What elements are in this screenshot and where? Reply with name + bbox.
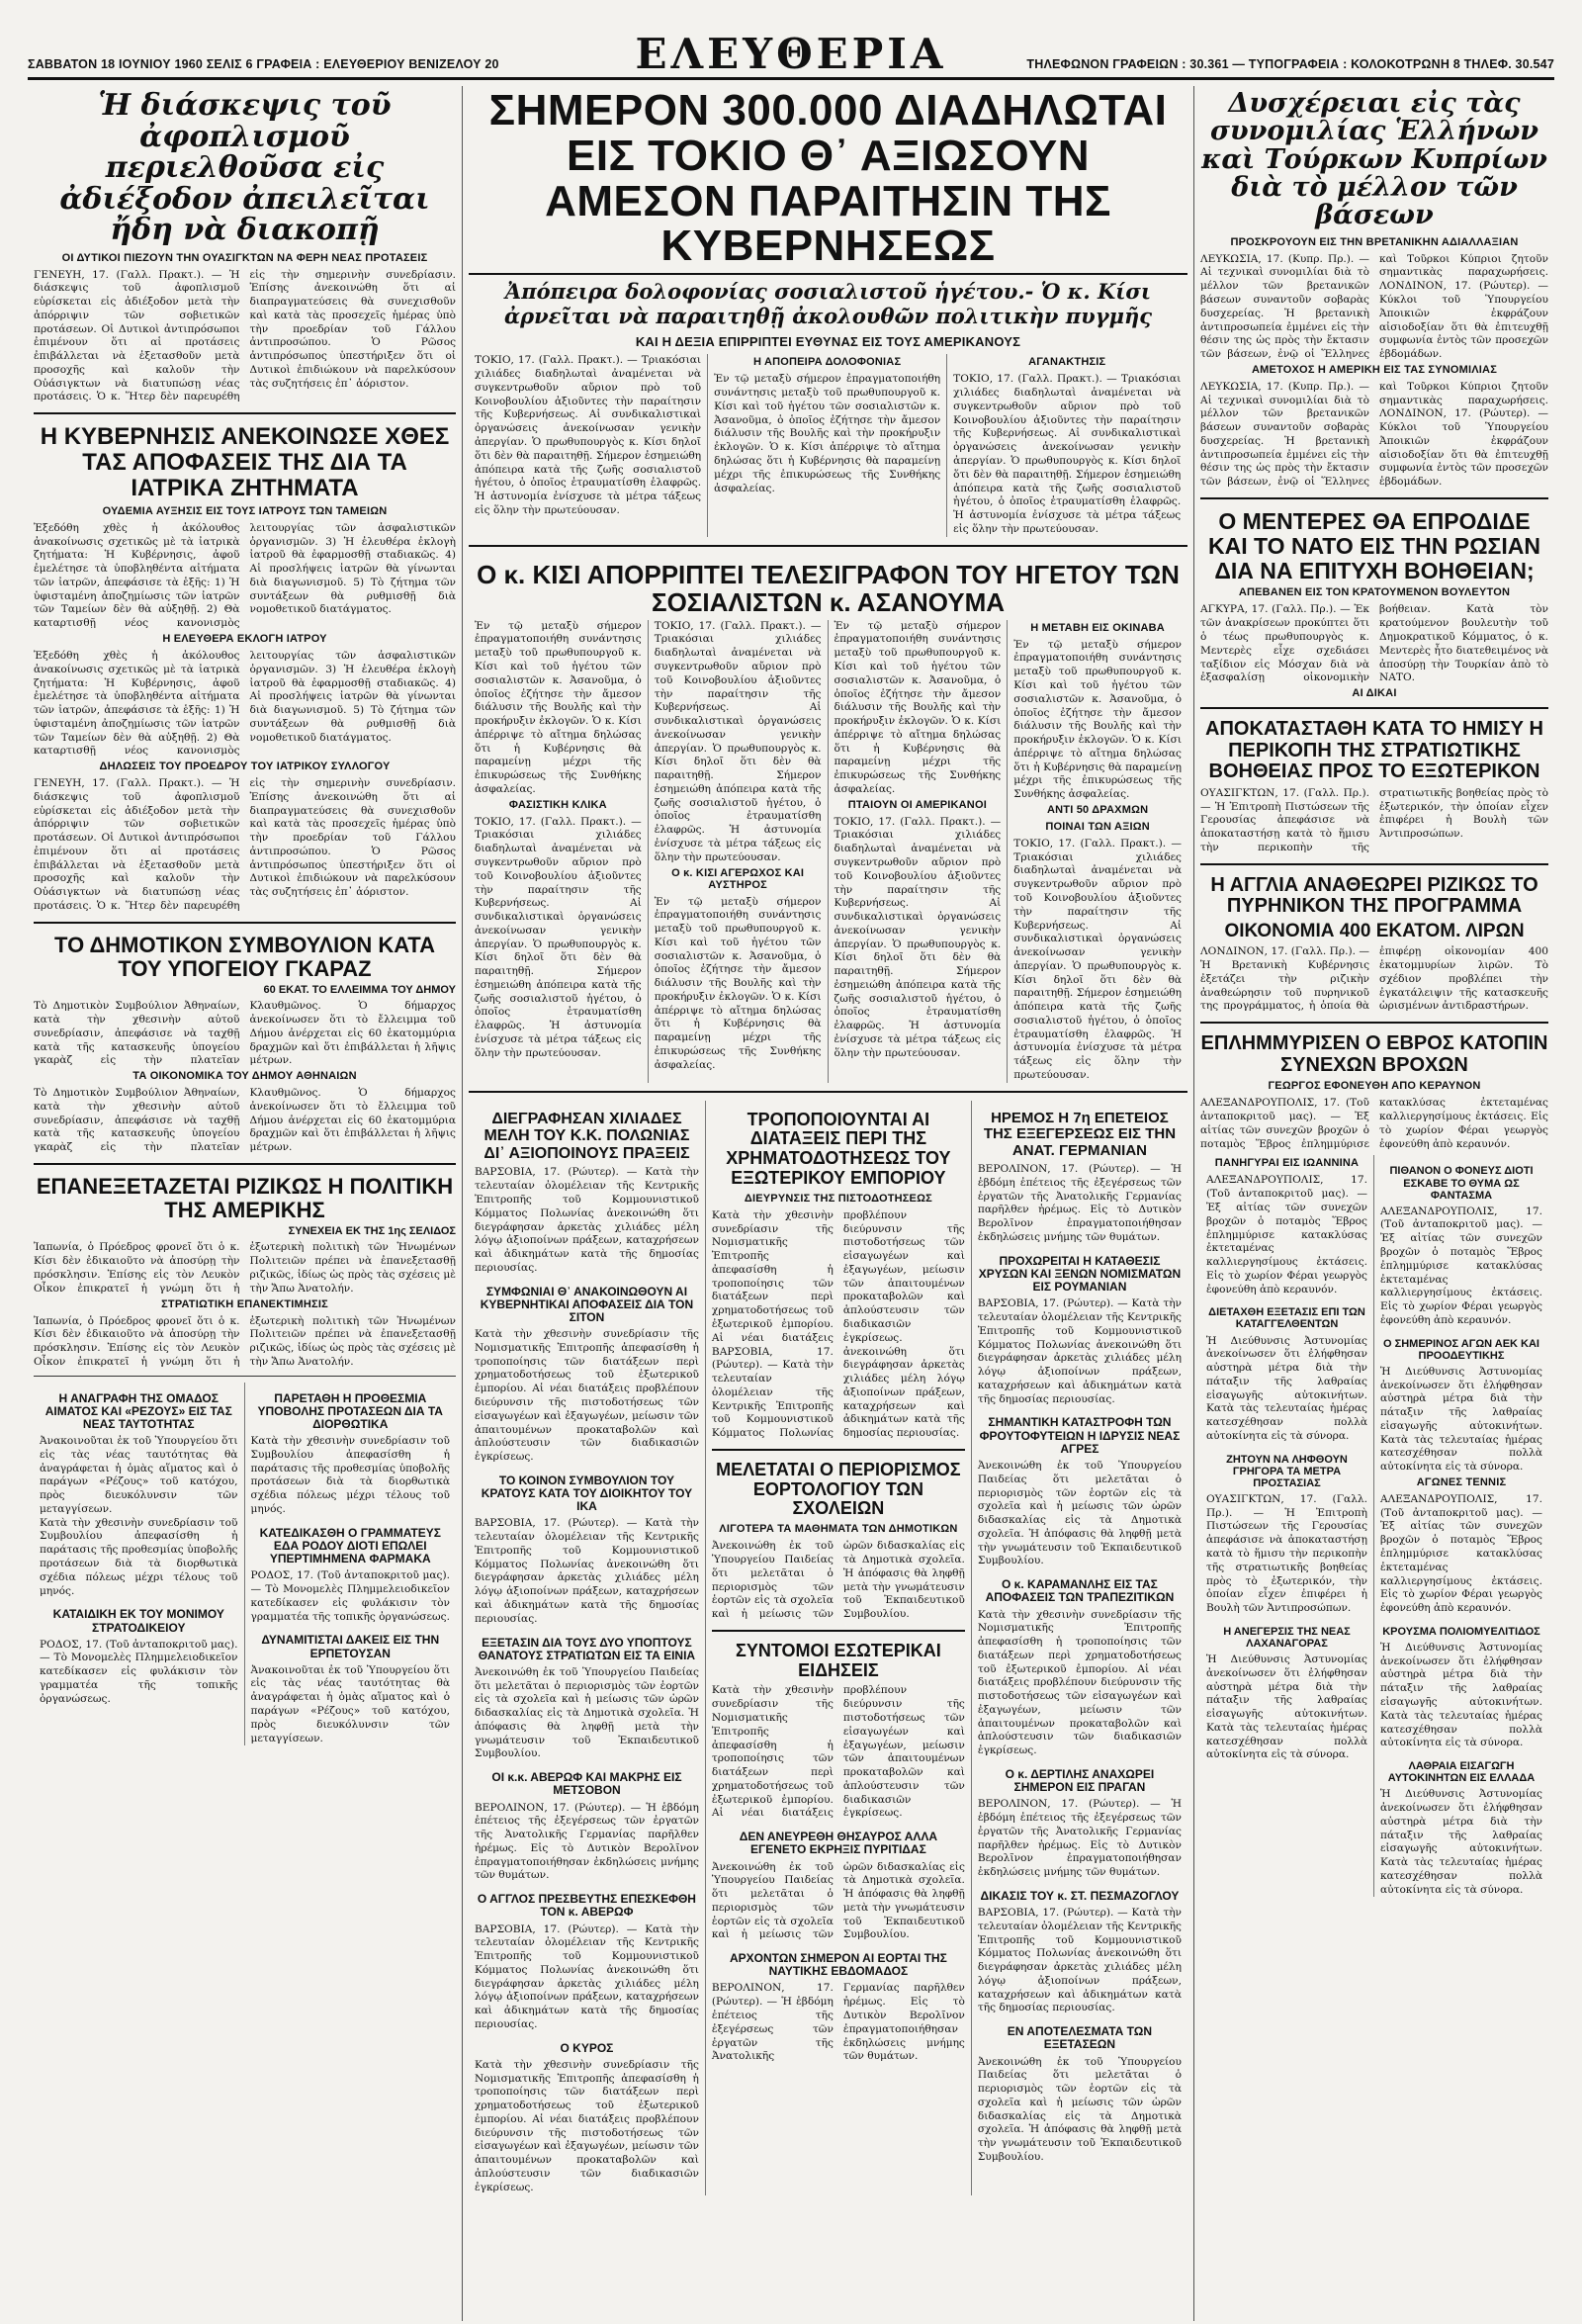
briefs-left: [34, 1383, 245, 1746]
tokyo-article-3: ΤΟΚΙΟ, 17. (Γαλλ. Πρακτ.). — Τριακόσιαι χιλιάδες διαδηλωταὶ ἀναμένεται νὰ συγκεντρωθοῦν αὔριον πρὸ τοῦ Κοινοβουλίου ἀξιοῦντες τὴν παραίτησιν τῆς Κυβερνήσεως. Αἱ συνδικαλιστικαὶ ὀργανώσεις ἀνεκοίνωσαν γενικὴν ἀπεργίαν. Ὁ πρωθυπουργὸς κ. Κίσι δηλοῖ ὅτι δὲν θὰ παραιτηθῇ. Σήμερον ἐσημειώθη ἀπόπειρα κατὰ τῆς ζωῆς σοσιαλιστοῦ ἡγέτου, ὁ ὁποῖος ἐτραυματίσθη ἐλαφρῶς. Ἡ ἀστυνομία ἐνίσχυσε τὰ μέτρα τάξεως εἰς ὅλην τὴν πρωτεύουσαν.: [953, 373, 1182, 535]
center-lower-grid: [469, 1101, 1187, 2195]
kishi-col-2: [649, 620, 829, 1083]
trade-article: Κατὰ τὴν χθεσινὴν συνεδρίασιν τῆς Νομισματικῆς Ἐπιτροπῆς ἀπεφασίσθη ἡ τροποποίησις τῶν διατάξεων περὶ χρηματοδοτήσεως τοῦ ἐξωτερικοῦ ἐμπορίου. Αἱ νέαι διατάξεις προβλέπουν διεύρυνσιν τῆς πιστοδοτήσεως τῶν εἰσαγωγέων καὶ ἐξαγωγέων, μείωσιν τῶν ἀπαιτουμένων προκαταβολῶν καὶ ἁπλούστευσιν τῶν διαδικασιῶν ἐγκρίσεως.: [711, 1208, 965, 1344]
tokyo-kicker: ΚΑΙ Η ΔΕΞΙΑ ΕΠΙΡΡΙΠΤΕΙ ΕΥΘΥΝΑΣ ΕΙΣ ΤΟΥΣ ΑΜΕΡΙΚΑΝΟΥΣ: [635, 334, 1021, 350]
medical-article: Ἐξεδόθη χθὲς ἡ ἀκόλουθος ἀνακοίνωσις σχετικῶς μὲ τὰ ἰατρικὰ ζητήματα: Ἡ Κυβέρνησις, ἀφοῦ ἐμελέτησε τὰ ὑποβληθέντα αἰτήματα τῶν ἰατρῶν, ἀπεφάσισε τὰ ἑξῆς: 1) Ἡ ὑφισταμένη ἀποζημίωσις τῶν ἰατρῶν τῶν Ταμείων δὲν θὰ αὐξηθῇ. 2) Θὰ καταρτισθῇ νέος κανονισμὸς λειτουργίας τῶν ἀσφαλιστικῶν ὀργανισμῶν. 3) Ἡ ἐλευθέρα ἐκλογὴ ἰατροῦ θὰ ἐφαρμοσθῇ σταδιακῶς. 4) Αἱ προσλήψεις ἰατρῶν θὰ γίνωνται διὰ διαγωνισμοῦ. 5) Τὸ ζήτημα τῶν συντάξεων θὰ ρυθμισθῇ διὰ νομοθετικοῦ διατάγματος.: [34, 521, 456, 630]
soldiers-headline: ΕΞΕΤΑΣΙΝ ΔΙΑ ΤΟΥΣ ΔΥΟ ΥΠΟΠΤΟΥΣ ΘΑΝΑΤΟΥΣ ΣΤΡΑΤΙΩΤΩΝ ΕΙΣ ΤΑ ΕΙΝΙΑ: [478, 1635, 696, 1662]
kishi-article-3: Ἐν τῷ μεταξὺ σήμερον ἐπραγματοποιήθη συνάντησις μεταξὺ τοῦ πρωθυπουργοῦ κ. Κίσι καὶ τοῦ ἡγέτου τῶν σοσιαλιστῶν κ. Ἀσανοῦμα, ὁ ὁποῖος ἐζήτησε τὴν ἄμεσον διάλυσιν τῆς Βουλῆς καὶ τὴν προκήρυξιν ἐκλογῶν. Ὁ κ. Κίσι ἀπέρριψε τὸ αἴτημα δηλώσας ὅτι ἡ Κυβέρνησις θὰ παραμείνῃ μέχρι τῆς ἐπικυρώσεως τῆς Συνθήκης ἀσφαλείας.: [834, 619, 1002, 795]
left-bottom-briefs: [34, 1383, 456, 1746]
kishi-col-3: [829, 620, 1009, 1083]
disarmament-kicker: ΟΙ ΔΥΤΙΚΟΙ ΠΙΕΖΟΥΝ ΤΗΝ ΟΥΑΣΙΓΚΤΩΝ ΝΑ ΦΕΡΗ ΝΕΑΣ ΠΡΟΤΑΣΕΙΣ: [61, 251, 428, 264]
masthead-phones-line: ΤΗΛΕΦΩΝΟΝ ΓΡΑΦΕΙΩΝ : 30.361 — ΤΥΠΟΓΡΑΦΕΙΑ : ΚΟΛΟΚΟΤΡΩΝΗ 8 ΤΗΛΕΦ. 30.547: [1026, 57, 1554, 71]
britain-nuclear-headline: Η ΑΓΓΛΙΑ ΑΝΑΘΕΩΡΕΙ ΡΙΖΙΚΩΣ ΤΟ ΠΥΡΗΝΙΚΟΝ ΤΗΣ ΠΡΟΓΡΑΜΜΑ: [1210, 873, 1538, 918]
center-lower-col-3: [972, 1101, 1187, 2195]
poland-headline: ΔΙΕΓΡΑΦΗΣΑΝ ΧΙΛΙΑΔΕΣ ΜΕΛΗ ΤΟΥ Κ.Κ. ΠΟΛΩΝΙΑΣ ΔΙ᾽ ΑΞΙΟΠΟΙΝΟΥΣ ΠΡΑΞΕΙΣ: [483, 1110, 690, 1162]
schools-kicker: ΛΙΓΟΤΕΡΑ ΤΑ ΜΑΘΗΜΑΤΑ ΤΩΝ ΔΗΜΟΤΙΚΩΝ: [719, 1523, 958, 1536]
kishi-columns: [469, 620, 1187, 1083]
right-column: [1194, 86, 1554, 2321]
murderer-article: ΑΛΕΞΑΝΔΡΟΥΠΟΛΙΣ, 17. (Τοῦ ἀνταποκριτοῦ μας). — Ἐξ αἰτίας τῶν συνεχῶν βροχῶν ὁ ποταμὸς Ἕβρος ἐπλημμύρισε κατακλύσας ἐκτεταμένας καλλιεργησίμους ἐκτάσεις. Εἰς τὸ χωρίον Φέραι γεωργὸς ἐφονεύθη ἀπὸ κεραυνόν.: [1380, 1205, 1542, 1326]
wheat-article: Κατὰ τὴν χθεσινὴν συνεδρίασιν τῆς Νομισματικῆς Ἐπιτροπῆς ἀπεφασίσθη ἡ τροποποίησις τῶν διατάξεων περὶ χρηματοδοτήσεως τοῦ ἐξωτερικοῦ ἐμπορίου. Αἱ νέαι διατάξεις προβλέπουν διεύρυνσιν τῆς πιστοδοτήσεως τῶν εἰσαγωγέων καὶ ἐξαγωγέων, μείωσιν τῶν ἀπαιτουμένων προκαταβολῶν καὶ ἁπλούστευσιν τῶν διαδικασιῶν ἐγκρίσεως.: [475, 1328, 699, 1464]
america-policy-headline: ΕΠΑΝΕΞΕΤΑΖΕΤΑΙ ΡΙΖΙΚΩΣ Η ΠΟΛΙΤΙΚΗ ΤΗΣ ΑΜΕΡΙΚΗΣ: [36, 1173, 454, 1222]
ioannina-subhead: ΠΑΝΗΓΥΡΑΙ ΕΙΣ ΙΩΑΝΝΙΝΑ: [1214, 1157, 1360, 1170]
garage-subhead: ΤΑ ΟΙΚΟΝΟΜΙΚΑ ΤΟΥ ΔΗΜΟΥ ΑΘΗΝΑΙΩΝ: [132, 1070, 357, 1083]
kishi-sub-drachmas: ΑΝΤΙ 50 ΔΡΑΧΜΩΝ: [1047, 803, 1149, 816]
murderer-headline: ΠΙΘΑΝΟΝ Ο ΦΟΝΕΥΣ ΔΙΟΤΙ ΕΣΚΑΒΕ ΤΟ ΘΥΜΑ ΩΣ ΦΑΝΤΑΣΜΑ: [1389, 1165, 1534, 1202]
wheat-headline: ΣΥΜΦΩΝΙΑΙ Θ᾽ ΑΝΑΚΟΙΝΩΘΟΥΝ ΑΙ ΚΥΒΕΡΝΗΤΙΚΑΙ ΑΠΟΦΑΣΕΙΣ ΔΙΑ ΤΟΝ ΣΙΤΟΝ: [480, 1284, 694, 1324]
center-lower-col-2: [706, 1101, 972, 2195]
soldiers-article: Ἀνεκοινώθη ἐκ τοῦ Ὑπουργείου Παιδείας ὅτι μελετᾶται ὁ περιορισμὸς τῶν ἑορτῶν εἰς τὰ σχολεῖα καὶ ἡ μείωσις τῶν ὡρῶν διδασκαλίας εἰς τὰ Δημοτικὰ σχολεῖα. Ἡ ἀπόφασις θὰ ληφθῇ μετὰ τὴν γνωμάτευσιν τοῦ Ἐκπαιδευτικοῦ Συμβουλίου.: [475, 1665, 699, 1760]
naval-week-headline: ΑΡΧΟΝΤΩΝ ΣΗΜΕΡΟΝ ΑΙ ΕΟΡΤΑΙ ΤΗΣ ΝΑΥΤΙΚΗΣ ΕΒΔΟΜΑΔΟΣ: [729, 1951, 947, 1979]
ambassador-headline: Ο ΑΓΓΛΟΣ ΠΡΕΣΒΕΥΤΗΣ ΕΠΕΣΚΕΦΘΗ ΤΟΝ κ. ΑΒΕΡΩΦ: [477, 1892, 696, 1920]
rhodes-article: ΡΟΔΟΣ, 17. (Τοῦ ἀνταποκριτοῦ μας). — Τὸ Μονομελὲς Πλημμελειοδικεῖον κατεδίκασεν εἰς φυλάκισιν τὸν γραμματέα τῆς τοπικῆς ὀργανώσεως.: [250, 1569, 450, 1623]
evros-kicker: ΓΕΩΡΓΟΣ ΕΦΟΝΕΥΘΗ ΑΠΟ ΚΕΡΑΥΝΟΝ: [1268, 1080, 1481, 1093]
investigation-headline: ΔΙΕΤΑΧΘΗ ΕΞΕΤΑΣΙΣ ΕΠΙ ΤΩΝ ΚΑΤΑΓΓΕΛΘΕΝΤΩΝ: [1208, 1306, 1365, 1331]
medical-subhead-2: ΔΗΛΩΣΕΙΣ ΤΟΥ ΠΡΟΕΔΡΟΥ ΤΟΥ ΙΑΤΡΙΚΟΥ ΣΥΛΛΟΓΟΥ: [99, 760, 391, 773]
right-briefs-right: [1374, 1155, 1548, 1897]
garage-headline: ΤΟ ΔΗΜΟΤΙΚΟΝ ΣΥΜΒΟΥΛΙΟΝ ΚΑΤΑ ΤΟΥ ΥΠΟΓΕΙΟΥ ΓΚΑΡΑΖ: [54, 932, 435, 981]
trade-article-cont: ΒΑΡΣΟΒΙΑ, 17. (Ρώυτερ). — Κατὰ τὴν τελευταίαν ὀλομέλειαν τῆς Κεντρικῆς Ἐπιτροπῆς τοῦ Κομμουνιστικοῦ Κόμματος Πολωνίας ἀνεκοινώθη ὅτι διεγράφησαν ἀρκετὰς χιλιάδες μέλη λόγῳ ἀξιοποίνων πράξεων, καταχρήσεων καὶ ἀδικημάτων κατὰ τῆς δημοσίας περιουσίας.: [711, 1345, 965, 1440]
menderes-subhead: ΑΙ ΔΙΚΑΙ: [1352, 687, 1397, 700]
right-briefs-left: [1200, 1155, 1374, 1897]
averof-headline: ΟΙ κ.κ. ΑΒΕΡΩΦ ΚΑΙ ΜΑΚΡΗΣ ΕΙΣ ΜΕΤΣΟΒΟΝ: [491, 1770, 682, 1798]
ika-article: ΒΑΡΣΟΒΙΑ, 17. (Ρώυτερ). — Κατὰ τὴν τελευταίαν ὀλομέλειαν τῆς Κεντρικῆς Ἐπιτροπῆς τοῦ Κομμουνιστικοῦ Κόμματος Πολωνίας ἀνεκοινώθη ὅτι διεγράφησαν ἀρκετὰς χιλιάδες μέλη λόγῳ ἀξιοποίνων πράξεων, καταχρήσεων καὶ ἀδικημάτων κατὰ τῆς δημοσίας περιουσίας.: [475, 1517, 699, 1625]
kishi-col-1: [469, 620, 649, 1083]
kishi-article-1b: ΤΟΚΙΟ, 17. (Γαλλ. Πρακτ.). — Τριακόσιαι χιλιάδες διαδηλωταὶ ἀναμένεται νὰ συγκεντρωθοῦν αὔριον πρὸ τοῦ Κοινοβουλίου ἀξιοῦντες τὴν παραίτησιν τῆς Κυβερνήσεως. Αἱ συνδικαλιστικαὶ ὀργανώσεις ἀνεκοίνωσαν γενικὴν ἀπεργίαν. Ὁ πρωθυπουργὸς κ. Κίσι δηλοῖ ὅτι δὲν θὰ παραιτηθῇ. Σήμερον ἐσημειώθη ἀπόπειρα κατὰ τῆς ζωῆς σοσιαλιστοῦ ἡγέτου, ὁ ὁποῖος ἐτραυματίσθη ἐλαφρῶς. Ἡ ἀστυνομία ἐνίσχυσε τὰ μέτρα τάξεως εἰς ὅλην τὴν πρωτεύουσαν.: [475, 815, 642, 1059]
tokyo-sub-assassination: Η ΑΠΟΠΕΙΡΑ ΔΟΛΟΦΟΝΙΑΣ: [752, 356, 902, 369]
tokyo-subheadline: Ἀπόπειρα δολοφονίας σοσιαλιστοῦ ἡγέτου.- Ὁ κ. Κίσι ἀρνεῖται νὰ παραιτηθῇ ἀκολουθῶν πολιτικὴν πυγμῆς: [504, 279, 1152, 329]
tokyo-sub-indignation: ΑΓΑΝΑΚΤΗΣΙΣ: [1028, 356, 1106, 369]
treasure-headline: ΔΕΝ ΑΝΕΥΡΕΘΗ ΘΗΣΑΥΡΟΣ ΑΛΛΑ ΕΓΕΝΕΤΟ ΕΚΡΗΞΙΣ ΠΥΡΙΤΙΔΑΣ: [739, 1830, 938, 1857]
romania-article: ΒΑΡΣΟΒΙΑ, 17. (Ρώυτερ). — Κατὰ τὴν τελευταίαν ὀλομέλειαν τῆς Κεντρικῆς Ἐπιτροπῆς τοῦ Κομμουνιστικοῦ Κόμματος Πολωνίας ἀνεκοινώθη ὅτι διεγράφησαν ἀρκετὰς χιλιάδες μέλη λόγῳ ἀξιοποίνων πράξεων, καταχρήσεων καὶ ἀδικημάτων κατὰ τῆς δημοσίας περιουσίας.: [977, 1297, 1182, 1405]
kishi-article-2b: Ἐν τῷ μεταξὺ σήμερον ἐπραγματοποιήθη συνάντησις μεταξὺ τοῦ πρωθυπουργοῦ κ. Κίσι καὶ τοῦ ἡγέτου τῶν σοσιαλιστῶν κ. Ἀσανοῦμα, ὁ ὁποῖος ἐζήτησε τὴν ἄμεσον διάλυσιν τῆς Βουλῆς καὶ τὴν προκήρυξιν ἐκλογῶν. Ὁ κ. Κίσι ἀπέρριψε τὸ αἴτημα δηλώσας ὅτι ἡ Κυβέρνησις θὰ παραμείνῃ μέχρι τῆς ἐπικυρώσεως τῆς Συνθήκης ἀσφαλείας.: [654, 895, 822, 1071]
menderes-article: ΑΓΚΥΡΑ, 17. (Γαλλ. Πρ.). — Ἐκ τῶν ἀνακρίσεων προκύπτει ὅτι ὁ τέως πρωθυπουργὸς κ. Μεντερὲς εἶχε σχεδιάσει ταξίδιον εἰς Μόσχαν διὰ νὰ ἐξασφαλίσῃ οἰκονομικὴν βοήθειαν. Κατὰ τὸν κρατούμενον βουλευτὴν τοῦ Δημοκρατικοῦ Κόμματος, ὁ κ. Μεντερὲς ἦτο διατεθειμένος νὰ ἀποσύρῃ τὴν Τουρκίαν ἀπὸ τὸ ΝΑΤΟ.: [1200, 603, 1548, 684]
tokyo-col-1: [469, 354, 708, 536]
blood-type-article: Ἀνακοινοῦται ἐκ τοῦ Ὑπουργείου ὅτι εἰς τὰς νέας ταυτότητας θὰ ἀναγράφεται ἡ ὁμὰς αἵματος καὶ ὁ παράγων «Ρέζους» τοῦ κατόχου, πρὸς διευκόλυνσιν τῶν μεταγγίσεων.: [40, 1435, 238, 1515]
cyprus-kicker: ΠΡΟΣΚΡΟΥΟΥΝ ΕΙΣ ΤΗΝ ΒΡΕΤΑΝΙΚΗΝ ΑΔΙΑΛΛΑΞΙΑΝ: [1230, 235, 1519, 248]
tokyo-col-2: [708, 354, 947, 536]
investigation-article: Ἡ Διεύθυνσις Ἀστυνομίας ἀνεκοίνωσεν ὅτι ἐλήφθησαν αὐστηρὰ μέτρα διὰ τὴν πάταξιν τῆς λαθραίας εἰσαγωγῆς αὐτοκινήτων. Κατὰ τὰς τελευταίας ἡμέρας κατεσχέθησαν πολλὰ αὐτοκίνητα εἰς τὰ σύνορα.: [1206, 1334, 1367, 1442]
trial-headline: ΔΙΚΑΣΙΣ ΤΟΥ κ. ΣΤ. ΠΕΣΜΑΖΟΓΛΟΥ: [980, 1888, 1180, 1903]
naval-week-article: ΒΕΡΟΛΙΝΟΝ, 17. (Ρώυτερ). — Ἡ ἑβδόμη ἐπέτειος τῆς ἐξεγέρσεως τῶν ἐργατῶν τῆς Ἀνατολικῆς Γερμανίας παρῆλθεν ἠρέμως. Εἰς τὸ Δυτικὸν Βερολῖνον ἐπραγματοποιήθησαν ἐκδηλώσεις μνήμης τῶν θυμάτων.: [711, 1982, 965, 2063]
dertilis-headline: Ο κ. ΔΕΡΤΙΛΗΣ ΑΝΑΧΩΡΕΙ ΣΗΜΕΡΟΝ ΕΙΣ ΠΡΑΓΑΝ: [1005, 1766, 1155, 1795]
center-column: [463, 86, 1194, 2321]
tennis-subhead: ΑΓΩΝΕΣ ΤΕΝΝΙΣ: [1416, 1475, 1507, 1488]
medical-article-cont-2: ΓΕΝΕΥΗ, 17. (Γαλλ. Πρακτ.). — Ἡ διάσκεψις τοῦ ἀφοπλισμοῦ εὑρίσκεται εἰς ἀδιέξοδον μετὰ τὴν ἀπόρριψιν τῶν σοβιετικῶν προτάσεων. Οἱ Δυτικοὶ ἀντιπρόσωποι ἐπιμένουν ὅτι αἱ προτάσεις ἐπιβάλλεται νὰ ἐξετασθοῦν μετὰ προσοχῆς καὶ καλοῦν τὴν Οὐάσιγκτων νὰ διατυπώσῃ νέας προτάσεις. Ὁ κ. Ἥτερ δὲν παρευρέθη εἰς τὴν σημερινὴν συνεδρίασιν. Ἐπίσης ἀνεκοινώθη ὅτι αἱ διαπραγματεύσεις θὰ συνεχισθοῦν καὶ κατὰ τὰς προσεχεῖς ἡμέρας ὑπὸ τὴν προεδρίαν τοῦ Γάλλου ἀντιπροσώπου. Ὁ Ρῶσος ἀντιπρόσωπος ὑπεστήριξεν ὅτι οἱ Δυτικοὶ ἐπιδιώκουν νὰ παρελκύσουν τὰς συζητήσεις ἐπ᾽ ἀόριστον.: [34, 777, 456, 913]
kishi-article-4: Ἐν τῷ μεταξὺ σήμερον ἐπραγματοποιήθη συνάντησις μεταξὺ τοῦ πρωθυπουργοῦ κ. Κίσι καὶ τοῦ ἡγέτου τῶν σοσιαλιστῶν κ. Ἀσανοῦμα, ὁ ὁποῖος ἐζήτησε τὴν ἄμεσον διάλυσιν τῆς Βουλῆς καὶ τὴν προκήρυξιν ἐκλογῶν. Ὁ κ. Κίσι ἀπέρριψε τὸ αἴτημα δηλώσας ὅτι ἡ Κυβέρνησις θὰ παραμείνῃ μέχρι τῆς ἐπικυρώσεως τῆς Συνθήκης ἀσφαλείας.: [1013, 638, 1182, 801]
kishi-sub-stern: Ο κ. ΚΙΣΙ ΑΓΕΡΩΧΟΣ ΚΑΙ ΑΥΣΤΗΡΟΣ: [671, 866, 805, 891]
orchards-article: Ἀνεκοινώθη ἐκ τοῦ Ὑπουργείου Παιδείας ὅτι μελετᾶται ὁ περιορισμὸς τῶν ἑορτῶν εἰς τὰ σχολεῖα καὶ ἡ μείωσις τῶν ὡρῶν διδασκαλίας εἰς τὰ Δημοτικὰ σχολεῖα. Ἡ ἀπόφασις θὰ ληφθῇ μετὰ τὴν γνωμάτευσιν τοῦ Ἐκπαιδευτικοῦ Συμβουλίου.: [977, 1460, 1182, 1567]
kishi-article-1: Ἐν τῷ μεταξὺ σήμερον ἐπραγματοποιήθη συνάντησις μεταξὺ τοῦ πρωθυπουργοῦ κ. Κίσι καὶ τοῦ ἡγέτου τῶν σοσιαλιστῶν κ. Ἀσανοῦμα, ὁ ὁποῖος ἐζήτησε τὴν ἄμεσον διάλυσιν τῆς Βουλῆς καὶ τὴν προκήρυξιν ἐκλογῶν. Ὁ κ. Κίσι ἀπέρριψε τὸ αἴτημα δηλώσας ὅτι ἡ Κυβέρνησις θὰ παραμείνῃ μέχρι τῆς ἐπικυρώσεως τῆς Συνθήκης ἀσφαλείας.: [475, 619, 642, 795]
domestic-news-article: Κατὰ τὴν χθεσινὴν συνεδρίασιν τῆς Νομισματικῆς Ἐπιτροπῆς ἀπεφασίσθη ἡ τροποποίησις τῶν διατάξεων περὶ χρηματοδοτήσεως τοῦ ἐξωτερικοῦ ἐμπορίου. Αἱ νέαι διατάξεις προβλέπουν διεύρυνσιν τῆς πιστοδοτήσεως τῶν εἰσαγωγέων καὶ ἐξαγωγέων, μείωσιν τῶν ἀπαιτουμένων προκαταβολῶν καὶ ἁπλούστευσιν τῶν διαδικασιῶν ἐγκρίσεως.: [711, 1684, 965, 1820]
left-column: [28, 86, 463, 2321]
newspaper-title: ΕΛΕΥΘΕΡΙΑ: [635, 30, 947, 78]
car-smuggling-article: Ἡ Διεύθυνσις Ἀστυνομίας ἀνεκοίνωσεν ὅτι ἐλήφθησαν αὐστηρὰ μέτρα διὰ τὴν πάταξιν τῆς λαθραίας εἰσαγωγῆς αὐτοκινήτων. Κατὰ τὰς τελευταίας ἡμέρας κατεσχέθησαν πολλὰ αὐτοκίνητα εἰς τὰ σύνορα.: [1380, 1788, 1542, 1896]
trade-kicker: ΔΙΕΥΡΥΝΣΙΣ ΤΗΣ ΠΙΣΤΟΔΟΤΗΣΕΩΣ: [744, 1192, 932, 1205]
schools-headline: ΜΕΛΕΤΑΤΑΙ Ο ΠΕΡΙΟΡΙΣΜΟΣ ΕΟΡΤΟΛΟΓΙΟΥ ΤΩΝ ΣΧΟΛΕΙΩΝ: [716, 1459, 961, 1519]
ika-headline: ΤΟ ΚΟΙΝΟΝ ΣΥΜΒΟΥΛΙΟΝ ΤΟΥ ΚΡΑΤΟΥΣ ΚΑΤΑ ΤΟΥ ΔΙΟΙΚΗΤΟΥ ΤΟΥ ΙΚΑ: [481, 1473, 693, 1514]
kishi-col-4: [1008, 620, 1187, 1083]
polio-headline: ΚΡΟΥΣΜΑ ΠΟΛΙΟΜΥΕΛΙΤΙΔΟΣ: [1382, 1625, 1540, 1638]
exam-results-article: Ἀνεκοινώθη ἐκ τοῦ Ὑπουργείου Παιδείας ὅτι μελετᾶται ὁ περιορισμὸς τῶν ἑορτῶν εἰς τὰ σχολεῖα καὶ ἡ μείωσις τῶν ὡρῶν διδασκαλίας εἰς τὰ Δημοτικὰ σχολεῖα. Ἡ ἀπόφασις θὰ ληφθῇ μετὰ τὴν γνωμάτευσιν τοῦ Ἐκπαιδευτικοῦ Συμβουλίου.: [977, 2055, 1182, 2163]
measures-article: ΟΥΑΣΙΓΚΤΩΝ, 17. (Γαλλ. Πρ.). — Ἡ Ἐπιτροπὴ Πιστώσεων τῆς Γερουσίας ἀπεφάσισε νὰ ἀποκαταστήσῃ κατὰ τὸ ἥμισυ τὴν περικοπὴν τῆς στρατιωτικῆς βοηθείας πρὸς τὸ ἐξωτερικόν, τὴν ὁποίαν εἶχεν ἐπιφέρει ἡ Βουλὴ τῶν Ἀντιπροσώπων.: [1206, 1492, 1367, 1615]
dynamite-article: Ἀνακοινοῦται ἐκ τοῦ Ὑπουργείου ὅτι εἰς τὰς νέας ταυτότητας θὰ ἀναγράφεται ἡ ὁμὰς αἵματος καὶ ὁ παράγων «Ρέζους» τοῦ κατόχου, πρὸς διευκόλυνσιν τῶν μεταγγίσεων.: [250, 1663, 450, 1744]
market-article: Ἡ Διεύθυνσις Ἀστυνομίας ἀνεκοίνωσεν ὅτι ἐλήφθησαν αὐστηρὰ μέτρα διὰ τὴν πάταξιν τῆς λαθραίας εἰσαγωγῆς αὐτοκινήτων. Κατὰ τὰς τελευταίας ἡμέρας κατεσχέθησαν πολλὰ αὐτοκίνητα εἰς τὰ σύνορα.: [1206, 1654, 1367, 1761]
center-lower-col-1: [469, 1101, 706, 2195]
military-aid-article: ΟΥΑΣΙΓΚΤΩΝ, 17. (Γαλλ. Πρ.). — Ἡ Ἐπιτροπὴ Πιστώσεων τῆς Γερουσίας ἀπεφάσισε νὰ ἀποκαταστήσῃ κατὰ τὸ ἥμισυ τὴν περικοπὴν τῆς στρατιωτικῆς βοηθείας πρὸς τὸ ἐξωτερικόν, τὴν ὁποίαν εἶχεν ἐπιφέρει ἡ Βουλὴ τῶν Ἀντιπροσώπων.: [1200, 786, 1548, 853]
aek-match-article: Ἡ Διεύθυνσις Ἀστυνομίας ἀνεκοίνωσεν ὅτι ἐλήφθησαν αὐστηρὰ μέτρα διὰ τὴν πάταξιν τῆς λαθραίας εἰσαγωγῆς αὐτοκινήτων. Κατὰ τὰς τελευταίας ἡμέρας κατεσχέθησαν πολλὰ αὐτοκίνητα εἰς τὰ σύνορα.: [1380, 1365, 1542, 1474]
medical-headline: Η ΚΥΒΕΡΝΗΣΙΣ ΑΝΕΚΟΙΝΩΣΕ ΧΘΕΣ ΤΑΣ ΑΠΟΦΑΣΕΙΣ ΤΗΣ ΔΙΑ ΤΑ ΙΑΤΡΙΚΑ ΖΗΤΗΜΑΤΑ: [40, 423, 450, 501]
ambassador-article: ΒΑΡΣΟΒΙΑ, 17. (Ρώυτερ). — Κατὰ τὴν τελευταίαν ὀλομέλειαν τῆς Κεντρικῆς Ἐπιτροπῆς τοῦ Κομμουνιστικοῦ Κόμματος Πολωνίας ἀνεκοινώθη ὅτι διεγράφησαν ἀρκετὰς χιλιάδες μέλη λόγῳ ἀξιοποίνων πράξεων, καταχρήσεων καὶ ἀδικημάτων κατὰ τῆς δημοσίας περιουσίας.: [475, 1922, 699, 2030]
cyprus-headline: Δυσχέρειαι εἰς τὰς συνομιλίας Ἑλλήνων καὶ Τούρκων Κυπρίων διὰ τὸ μέλλον τῶν βάσεων: [1201, 88, 1547, 231]
tokyo-col-3: [947, 354, 1186, 536]
america-policy-subhead: ΣΤΡΑΤΙΩΤΙΚΗ ΕΠΑΝΕΚΤΙΜΗΣΙΣ: [161, 1297, 328, 1310]
measures-headline: ΖΗΤΟΥΝ ΝΑ ΛΗΦΘΟΥΝ ΓΡΗΓΟΡΑ ΤΑ ΜΕΤΡΑ ΠΡΟΣΤΑΣΙΑΣ: [1226, 1453, 1348, 1489]
right-bottom-briefs: [1200, 1155, 1548, 1897]
garage-article: Τὸ Δημοτικὸν Συμβούλιον Ἀθηναίων, κατὰ τὴν χθεσινὴν αὐτοῦ συνεδρίασιν, ἀπεφάσισε νὰ ταχθῇ κατὰ τῆς κατασκευῆς ὑπογείου γκαρὰζ εἰς τὴν πλατεῖαν Κλαυθμῶνος. Ὁ δήμαρχος ἀνεκοίνωσεν ὅτι τὸ ἔλλειμμα τοῦ Δήμου ἀνέρχεται εἰς 60 ἑκατομμύρια δραχμῶν καὶ ὅτι ἐπιβάλλεται ἡ λῆψις μέτρων.: [34, 1000, 456, 1067]
treasure-article: Ἀνεκοινώθη ἐκ τοῦ Ὑπουργείου Παιδείας ὅτι μελετᾶται ὁ περιορισμὸς τῶν ἑορτῶν εἰς τὰ σχολεῖα καὶ ἡ μείωσις τῶν ὡρῶν διδασκαλίας εἰς τὰ Δημοτικὰ σχολεῖα. Ἡ ἀπόφασις θὰ ληφθῇ μετὰ τὴν γνωμάτευσιν τοῦ Ἐκπαιδευτικοῦ Συμβουλίου.: [711, 1860, 965, 1941]
exam-results-headline: ΕΝ ΑΠΟΤΕΛΕΣΜΑΤΑ ΤΩΝ ΕΞΕΤΑΣΕΩΝ: [1007, 2024, 1153, 2052]
masthead: [28, 12, 1554, 80]
page-columns: [28, 86, 1554, 2321]
medical-article-cont: Ἐξεδόθη χθὲς ἡ ἀκόλουθος ἀνακοίνωσις σχετικῶς μὲ τὰ ἰατρικὰ ζητήματα: Ἡ Κυβέρνησις, ἀφοῦ ἐμελέτησε τὰ ὑποβληθέντα αἰτήματα τῶν ἰατρῶν, ἀπεφάσισε τὰ ἑξῆς: 1) Ἡ ὑφισταμένη ἀποζημίωσις τῶν ἰατρῶν τῶν Ταμείων δὲν θὰ αὐξηθῇ. 2) Θὰ καταρτισθῇ νέος κανονισμὸς λειτουργίας τῶν ἀσφαλιστικῶν ὀργανισμῶν. 3) Ἡ ἐλευθέρα ἐκλογὴ ἰατροῦ θὰ ἐφαρμοσθῇ σταδιακῶς. 4) Αἱ προσλήψεις ἰατρῶν θὰ γίνωνται διὰ διαγωνισμοῦ. 5) Τὸ ζήτημα τῶν συντάξεων θὰ ρυθμισθῇ διὰ νομοθετικοῦ διατάγματος.: [34, 650, 456, 758]
dertilis-article: ΒΕΡΟΛΙΝΟΝ, 17. (Ρώυτερ). — Ἡ ἑβδόμη ἐπέτειος τῆς ἐξεγέρσεως τῶν ἐργατῶν τῆς Ἀνατολικῆς Γερμανίας παρῆλθεν ἠρέμως. Εἰς τὸ Δυτικὸν Βερολῖνον ἐπραγματοποιήθησαν ἐκδηλώσεις μνήμης τῶν θυμάτων.: [977, 1798, 1182, 1879]
america-policy-kicker: ΣΥΝΕΧΕΙΑ ΕΚ ΤΗΣ 1ης ΣΕΛΙΔΟΣ: [288, 1225, 456, 1238]
garage-kicker: 60 ΕΚΑΤ. ΤΟ ΕΛΛΕΙΜΜΑ ΤΟΥ ΔΗΜΟΥ: [263, 984, 456, 997]
menderes-kicker: ΑΠΕΒΑΝΕΝ ΕΙΣ ΤΟΝ ΚΡΑΤΟΥΜΕΝΟΝ ΒΟΥΛΕΥΤΟΝ: [1238, 586, 1511, 599]
aek-match-headline: Ο ΣΗΜΕΡΙΝΟΣ ΑΓΩΝ ΑΕΚ ΚΑΙ ΠΡΟΟΔΕΥΤΙΚΗΣ: [1383, 1337, 1539, 1362]
domestic-news-headline: ΣΥΝΤΟΜΟΙ ΕΣΩΤΕΡΙΚΑΙ ΕΙΔΗΣΕΙΣ: [736, 1640, 941, 1680]
deadline-article: Κατὰ τὴν χθεσινὴν συνεδρίασιν τοῦ Συμβουλίου ἀπεφασίσθη ἡ παράτασις τῆς προθεσμίας ὑποβολῆς προτάσεων διὰ τὰ διορθωτικὰ σχέδια πόλεως μέχρι τέλους τοῦ μηνός.: [250, 1435, 450, 1515]
tennis-article: ΑΛΕΞΑΝΔΡΟΥΠΟΛΙΣ, 17. (Τοῦ ἀνταποκριτοῦ μας). — Ἐξ αἰτίας τῶν συνεχῶν βροχῶν ὁ ποταμὸς Ἕβρος ἐπλημμύρισε κατακλύσας ἐκτεταμένας καλλιεργησίμους ἐκτάσεις. Εἰς τὸ χωρίον Φέραι γεωργὸς ἐφονεύθη ἀπὸ κεραυνόν.: [1380, 1492, 1542, 1615]
cyprus-article: ΛΕΥΚΩΣΙΑ, 17. (Κυπρ. Πρ.). — Αἱ τεχνικαὶ συνομιλίαι διὰ τὸ μέλλον τῶν βρετανικῶν βάσεων συναντοῦν σοβαρὰς δυσχερείας. Ἡ βρετανικὴ ἀντιπροσωπεία ἐμμένει εἰς τὴν θέσιν της ὡς πρὸς τὴν ἔκτασιν τῶν βάσεων, ἐνῷ οἱ Ἕλληνες καὶ Τοῦρκοι Κύπριοι ζητοῦν σημαντικὰς παραχωρήσεις. ΛΟΝΔΙΝΟΝ, 17. (Ρώυτερ). — Κύκλοι τοῦ Ὑπουργείου Ἀποικιῶν ἐκφράζουν αἰσιοδοξίαν ὅτι θὰ ἐπιτευχθῇ συμφωνία ἐντὸς τῶν προσεχῶν ἑβδομάδων.: [1200, 252, 1548, 361]
cyprus-article-cont: ΛΕΥΚΩΣΙΑ, 17. (Κυπρ. Πρ.). — Αἱ τεχνικαὶ συνομιλίαι διὰ τὸ μέλλον τῶν βρετανικῶν βάσεων συναντοῦν σοβαρὰς δυσχερείας. Ἡ βρετανικὴ ἀντιπροσωπεία ἐμμένει εἰς τὴν θέσιν της ὡς πρὸς τὴν ἔκτασιν τῶν βάσεων, ἐνῷ οἱ Ἕλληνες καὶ Τοῦρκοι Κύπριοι ζητοῦν σημαντικὰς παραχωρήσεις. ΛΟΝΔΙΝΟΝ, 17. (Ρώυτερ). — Κύκλοι τοῦ Ὑπουργείου Ἀποικιῶν ἐκφράζουν αἰσιοδοξίαν ὅτι θὰ ἐπιτευχθῇ συμφωνία ἐντὸς τῶν προσεχῶν ἑβδομάδων.: [1200, 380, 1548, 489]
orchards-headline: ΣΗΜΑΝΤΙΚΗ ΚΑΤΑΣΤΡΟΦΗ ΤΩΝ ΦΡΟΥΤΟΦΥΤΕΙΩΝ Η ΙΔΡΥΣΙΣ ΝΕΑΣ ΑΓΡΕΣ: [979, 1415, 1181, 1456]
kishi-article-3b: ΤΟΚΙΟ, 17. (Γαλλ. Πρακτ.). — Τριακόσιαι χιλιάδες διαδηλωταὶ ἀναμένεται νὰ συγκεντρωθοῦν αὔριον πρὸ τοῦ Κοινοβουλίου ἀξιοῦντες τὴν παραίτησιν τῆς Κυβερνήσεως. Αἱ συνδικαλιστικαὶ ὀργανώσεις ἀνεκοίνωσαν γενικὴν ἀπεργίαν. Ὁ πρωθυπουργὸς κ. Κίσι δηλοῖ ὅτι δὲν θὰ παραιτηθῇ. Σήμερον ἐσημειώθη ἀπόπειρα κατὰ τῆς ζωῆς σοσιαλιστοῦ ἡγέτου, ὁ ὁποῖος ἐτραυματίσθη ἐλαφρῶς. Ἡ ἀστυνομία ἐνίσχυσε τὰ μέτρα τάξεως εἰς ὅλην τὴν πρωτεύουσαν.: [834, 815, 1002, 1059]
poland-article: ΒΑΡΣΟΒΙΑ, 17. (Ρώυτερ). — Κατὰ τὴν τελευταίαν ὀλομέλειαν τῆς Κεντρικῆς Ἐπιτροπῆς τοῦ Κομμουνιστικοῦ Κόμματος Πολωνίας ἀνεκοινώθη ὅτι διεγράφησαν ἀρκετὰς χιλιάδες μέλη λόγῳ ἀξιοποίνων πράξεων, καταχρήσεων καὶ ἀδικημάτων κατὰ τῆς δημοσίας περιουσίας.: [475, 1166, 699, 1274]
britain-nuclear-article: ΛΟΝΔΙΝΟΝ, 17. (Γαλλ. Πρ.). — Ἡ Βρετανικὴ Κυβέρνησις ἐξετάζει τὴν ριζικὴν ἀναθεώρησιν τοῦ πυρηνικοῦ της προγράμματος, ἡ ὁποία θὰ ἐπιφέρῃ οἰκονομίαν 400 ἑκατομμυρίων λιρῶν. Τὸ σχέδιον προβλέπει τὴν ἐγκατάλειψιν τῆς κατασκευῆς ὡρισμένων ἀντιδραστήρων.: [1200, 945, 1548, 1013]
military-aid-headline: ΑΠΟΚΑΤΑΣΤΑΘΗ ΚΑΤΑ ΤΟ ΗΜΙΣΥ Η ΠΕΡΙΚΟΠΗ ΤΗΣ ΣΤΡΑΤΙΩΤΙΚΗΣ ΒΟΗΘΕΙΑΣ ΠΡΟΣ ΤΟ ΕΞΩΤΕΡΙΚΟΝ: [1205, 718, 1543, 783]
medical-subhead: Η ΕΛΕΥΘΕΡΑ ΕΚΛΟΓΗ ΙΑΤΡΟΥ: [162, 633, 327, 645]
briefs-right: [245, 1383, 457, 1746]
ioannina-article: ΑΛΕΞΑΝΔΡΟΥΠΟΛΙΣ, 17. (Τοῦ ἀνταποκριτοῦ μας). — Ἐξ αἰτίας τῶν συνεχῶν βροχῶν ὁ ποταμὸς Ἕβρος ἐπλημμύρισε κατακλύσας ἐκτεταμένας καλλιεργησίμους ἐκτάσεις. Εἰς τὸ χωρίον Φέραι γεωργὸς ἐφονεύθη ἀπὸ κεραυνόν.: [1206, 1174, 1367, 1296]
averof-article: ΒΕΡΟΛΙΝΟΝ, 17. (Ρώυτερ). — Ἡ ἑβδόμη ἐπέτειος τῆς ἐξεγέρσεως τῶν ἐργατῶν τῆς Ἀνατολικῆς Γερμανίας παρῆλθεν ἠρέμως. Εἰς τὸ Δυτικὸν Βερολῖνον ἐπραγματοποιήθησαν ἐκδηλώσεις μνήμης τῶν θυμάτων.: [475, 1801, 699, 1882]
romania-headline: ΠΡΟΧΩΡΕΙΤΑΙ Η ΚΑΤΑΘΕΣΙΣ ΧΡΥΣΩΝ ΚΑΙ ΞΕΝΩΝ ΝΟΜΙΣΜΑΤΩΝ ΕΙΣ ΡΟΥΜΑΝΙΑΝ: [978, 1253, 1182, 1295]
deadline-headline: ΠΑΡΕΤΑΘΗ Η ΠΡΟΘΕΣΜΙΑ ΥΠΟΒΟΛΗΣ ΠΡΟΤΑΣΕΩΝ ΔΙΑ ΤΑ ΔΙΟΡΘΩΤΙΚΑ: [257, 1390, 443, 1431]
kishi-article-4b: ΤΟΚΙΟ, 17. (Γαλλ. Πρακτ.). — Τριακόσιαι χιλιάδες διαδηλωταὶ ἀναμένεται νὰ συγκεντρωθοῦν αὔριον πρὸ τοῦ Κοινοβουλίου ἀξιοῦντες τὴν παραίτησιν τῆς Κυβερνήσεως. Αἱ συνδικαλιστικαὶ ὀργανώσεις ἀνεκοίνωσαν γενικὴν ἀπεργίαν. Ὁ πρωθυπουργὸς κ. Κίσι δηλοῖ ὅτι δὲν θὰ παραιτηθῇ. Σήμερον ἐσημειώθη ἀπόπειρα κατὰ τῆς ζωῆς σοσιαλιστοῦ ἡγέτου, ὁ ὁποῖος ἐτραυματίσθη ἐλαφρῶς. Ἡ ἀστυνομία ἐνίσχυσε τὰ μέτρα τάξεως εἰς ὅλην τὴν πρωτεύουσαν.: [1013, 837, 1182, 1081]
trial-article: ΒΑΡΣΟΒΙΑ, 17. (Ρώυτερ). — Κατὰ τὴν τελευταίαν ὀλομέλειαν τῆς Κεντρικῆς Ἐπιτροπῆς τοῦ Κομμουνιστικοῦ Κόμματος Πολωνίας ἀνεκοινώθη ὅτι διεγράφησαν ἀρκετὰς χιλιάδες μέλη λόγῳ ἀξιοποίνων πράξεων, καταχρήσεων καὶ ἀδικημάτων κατὰ τῆς δημοσίας περιουσίας.: [977, 1907, 1182, 2014]
evros-headline: ΕΠΛΗΜΜΥΡΙΣΕΝ Ο ΕΒΡΟΣ ΚΑΤΟΠΙΝ ΣΥΝΕΧΩΝ ΒΡΟΧΩΝ: [1200, 1032, 1548, 1076]
masthead-date-line: ΣΑΒΒΑΤΟΝ 18 ΙΟΥΝΙΟΥ 1960 ΣΕΛΙΣ 6 ΓΡΑΦΕΙΑ : ΕΛΕΥΘΕΡΙΟΥ ΒΕΝΙΖΕΛΟΥ 20: [28, 57, 499, 71]
east-germany-headline: ΗΡΕΜΟΣ Η 7η ΕΠΕΤΕΙΟΣ ΤΗΣ ΕΞΕΓΕΡΣΕΩΣ ΕΙΣ ΤΗΝ ΑΝΑΤ. ΓΕΡΜΑΝΙΑΝ: [983, 1109, 1177, 1159]
karamanlis-article: Κατὰ τὴν χθεσινὴν συνεδρίασιν τῆς Νομισματικῆς Ἐπιτροπῆς ἀπεφασίσθη ἡ τροποποίησις τῶν διατάξεων περὶ χρηματοδοτήσεως τοῦ ἐξωτερικοῦ ἐμπορίου. Αἱ νέαι διατάξεις προβλέπουν διεύρυνσιν τῆς πιστοδοτήσεως τῶν εἰσαγωγέων καὶ ἐξαγωγέων, μείωσιν τῶν ἀπαιτουμένων προκαταβολῶν καὶ ἁπλούστευσιν τῶν διαδικασιῶν ἐγκρίσεως.: [977, 1608, 1182, 1757]
banner-headline: ΣΗΜΕΡΟΝ 300.000 ΔΙΑΔΗΛΩΤΑΙ ΕΙΣ ΤΟΚΙΟ Θ᾽ ΑΞΙΩΣΟΥΝ ΑΜΕΣΟΝ ΠΑΡΑΙΤΗΣΙΝ ΤΗΣ ΚΥΒΕΡΝΗΣΕΩΣ: [488, 86, 1168, 271]
tokyo-article-1: ΤΟΚΙΟ, 17. (Γαλλ. Πρακτ.). — Τριακόσιαι χιλιάδες διαδηλωταὶ ἀναμένεται νὰ συγκεντρωθοῦν αὔριον πρὸ τοῦ Κοινοβουλίου ἀξιοῦντες τὴν παραίτησιν τῆς Κυβερνήσεως. Αἱ συνδικαλιστικαὶ ὀργανώσεις ἀνεκοίνωσαν γενικὴν ἀπεργίαν. Ὁ πρωθυπουργὸς κ. Κίσι δηλοῖ ὅτι δὲν θὰ παραιτηθῇ. Σήμερον ἐσημειώθη ἀπόπειρα κατὰ τῆς ζωῆς σοσιαλιστοῦ ἡγέτου, ὁ ὁποῖος ἐτραυματίσθη ἐλαφρῶς. Ἡ ἀστυνομία ἐνίσχυσε τὰ μέτρα τάξεως εἰς ὅλην τὴν πρωτεύουσαν.: [475, 354, 702, 516]
schools-article: Ἀνεκοινώθη ἐκ τοῦ Ὑπουργείου Παιδείας ὅτι μελετᾶται ὁ περιορισμὸς τῶν ἑορτῶν εἰς τὰ σχολεῖα καὶ ἡ μείωσις τῶν ὡρῶν διδασκαλίας εἰς τὰ Δημοτικὰ σχολεῖα. Ἡ ἀπόφασις θὰ ληφθῇ μετὰ τὴν γνωμάτευσιν τοῦ Ἐκπαιδευτικοῦ Συμβουλίου.: [711, 1540, 965, 1621]
america-policy-article-cont: Ἰαπωνία, ὁ Πρόεδρος φρονεῖ ὅτι ὁ κ. Κίσι δὲν ἐδικαιοῦτο νὰ ἀποσύρῃ τὴν πρόσκλησιν. Ἐπίσης εἰς τὸν Λευκὸν Οἶκον ἐπικρατεῖ ἡ γνώμη ὅτι ἡ ἐξωτερικὴ πολιτικὴ τῶν Ἡνωμένων Πολιτειῶν πρέπει νὰ ἐπανεξετασθῇ ριζικῶς, ἰδίως ὡς πρὸς τὰς σχέσεις μὲ τὴν Ἄπω Ἀνατολήν.: [34, 1314, 456, 1368]
trade-headline: ΤΡΟΠΟΠΟΙΟΥΝΤΑΙ ΑΙ ΔΙΑΤΑΞΕΙΣ ΠΕΡΙ ΤΗΣ ΧΡΗΜΑΤΟΔΟΤΗΣΕΩΣ ΤΟΥ ΕΞΩΤΕΡΙΚΟΥ ΕΜΠΟΡΙΟΥ: [726, 1109, 951, 1189]
court-martial-article: ΡΟΔΟΣ, 17. (Τοῦ ἀνταποκριτοῦ μας). — Τὸ Μονομελὲς Πλημμελειοδικεῖον κατεδίκασεν εἰς φυλάκισιν τὸν γραμματέα τῆς τοπικῆς ὀργανώσεως.: [40, 1638, 238, 1705]
evros-article: ΑΛΕΞΑΝΔΡΟΥΠΟΛΙΣ, 17. (Τοῦ ἀνταποκριτοῦ μας). — Ἐξ αἰτίας τῶν συνεχῶν βροχῶν ὁ ποταμὸς Ἕβρος ἐπλημμύρισε κατακλύσας ἐκτεταμένας καλλιεργησίμους ἐκτάσεις. Εἰς τὸ χωρίον Φέραι γεωργὸς ἐφονεύθη ἀπὸ κεραυνόν.: [1200, 1097, 1548, 1150]
court-martial-headline: ΚΑΤΑΙΔΙΚΗ ΕΚ ΤΟΥ ΜΟΝΙΜΟΥ ΣΤΡΑΤΟΔΙΚΕΙΟΥ: [52, 1607, 224, 1635]
kishi-sub-okinawa: Η ΜΕΤΑΒΗ ΕΙΣ ΟΚΙΝΑΒΑ: [1030, 621, 1165, 634]
polio-article: Ἡ Διεύθυνσις Ἀστυνομίας ἀνεκοίνωσεν ὅτι ἐλήφθησαν αὐστηρὰ μέτρα διὰ τὴν πάταξιν τῆς λαθραίας εἰσαγωγῆς αὐτοκινήτων. Κατὰ τὰς τελευταίας ἡμέρας κατεσχέθησαν πολλὰ αὐτοκίνητα εἰς τὰ σύνορα.: [1380, 1641, 1542, 1749]
kishi-headline: Ο κ. ΚΙΣΙ ΑΠΟΡΡΙΠΤΕΙ ΤΕΛΕΣΙΓΡΑΦΟΝ ΤΟΥ ΗΓΕΤΟΥ ΤΩΝ ΣΟΣΙΑΛΙΣΤΩΝ κ. ΑΣΑΝΟΥΜΑ: [477, 559, 1180, 617]
britain-nuclear-headline-2: ΟΙΚΟΝΟΜΙΑ 400 ΕΚΑΤΟΜ. ΛΙΡΩΝ: [1224, 920, 1525, 941]
america-policy-article: Ἰαπωνία, ὁ Πρόεδρος φρονεῖ ὅτι ὁ κ. Κίσι δὲν ἐδικαιοῦτο νὰ ἀποσύρῃ τὴν πρόσκλησιν. Ἐπίσης εἰς τὸν Λευκὸν Οἶκον ἐπικρατεῖ ἡ γνώμη ὅτι ἡ ἐξωτερικὴ πολιτικὴ τῶν Ἡνωμένων Πολιτειῶν πρέπει νὰ ἐπανεξετασθῇ ριζικῶς, ἰδίως ὡς πρὸς τὰς σχέσεις μὲ τὴν Ἄπω Ἀνατολήν.: [34, 1241, 456, 1295]
dynamite-headline: ΔΥΝΑΜΙΤΙΣΤΑΙ ΔΑΚΕΙΣ ΕΙΣ ΤΗΝ ΕΡΠΕΤΟΥΣΑΝ: [261, 1633, 440, 1660]
car-smuggling-headline: ΛΑΘΡΑΙΑ ΕΙΣΑΓΩΓΗ ΑΥΤΟΚΙΝΗΤΩΝ ΕΙΣ ΕΛΛΑΔΑ: [1387, 1760, 1536, 1785]
disarmament-headline: Ἡ διάσκεψις τοῦ ἀφοπλισμοῦ περιελθοῦσα εἰς ἀδιέξοδον ἀπειλεῖται ἤδη νὰ διακοπῇ: [59, 88, 430, 247]
garage-article-cont: Τὸ Δημοτικὸν Συμβούλιον Ἀθηναίων, κατὰ τὴν χθεσινὴν αὐτοῦ συνεδρίασιν, ἀπεφάσισε νὰ ταχθῇ κατὰ τῆς κατασκευῆς ὑπογείου γκαρὰζ εἰς τὴν πλατεῖαν Κλαυθμῶνος. Ὁ δήμαρχος ἀνεκοίνωσεν ὅτι τὸ ἔλλειμμα τοῦ Δήμου ἀνέρχεται εἰς 60 ἑκατομμύρια δραχμῶν καὶ ὅτι ἐπιβάλλεται ἡ λῆψις μέτρων.: [34, 1087, 456, 1154]
karamanlis-headline: Ο κ. ΚΑΡΑΜΑΝΛΗΣ ΕΙΣ ΤΑΣ ΑΠΟΦΑΣΕΙΣ ΤΩΝ ΤΡΑΠΕΖΙΤΙΚΩΝ: [985, 1577, 1175, 1605]
kishi-sub-americans: ΠΤΑΙΟΥΝ ΟΙ ΑΜΕΡΙΚΑΝΟΙ: [847, 798, 987, 811]
cyprus-subhead: ΑΜΕΤΟΧΟΣ Η ΑΜΕΡΙΚΗ ΕΙΣ ΤΑΣ ΣΥΝΟΜΙΛΙΑΣ: [1252, 363, 1497, 376]
kishi-sub-penalties: ΠΟΙΝΑΙ ΤΩΝ ΑΞΙΩΝ: [1045, 820, 1150, 833]
rhodes-headline: ΚΑΤΕΔΙΚΑΣΘΗ Ο ΓΡΑΜΜΑΤΕΥΣ ΕΔΑ ΡΟΔΟΥ ΔΙΟΤΙ ΕΠΩΛΕΙ ΥΠΕΡΤΙΜΗΜΕΝΑ ΦΑΡΜΑΚΑ: [259, 1525, 441, 1566]
blood-type-headline: Η ΑΝΑΓΡΑΦΗ ΤΗΣ ΟΜΑΔΟΣ ΑΙΜΑΤΟΣ ΚΑΙ «ΡΕΖΟΥΣ» ΕΙΣ ΤΑΣ ΝΕΑΣ ΤΑΥΤΟΤΗΤΑΣ: [44, 1390, 232, 1431]
menderes-headline: Ο ΜΕΝΤΕΡΕΣ ΘΑ ΕΠΡΟΔΙΔΕ ΚΑΙ ΤΟ ΝΑΤΟ ΕΙΣ ΤΗΝ ΡΩΣΙΑΝ ΔΙΑ ΝΑ ΕΠΙΤΥΧΗ ΒΟΗΘΕΙΑΝ;: [1208, 507, 1540, 583]
disarmament-article: ΓΕΝΕΥΗ, 17. (Γαλλ. Πρακτ.). — Ἡ διάσκεψις τοῦ ἀφοπλισμοῦ εὑρίσκεται εἰς ἀδιέξοδον μετὰ τὴν ἀπόρριψιν τῶν σοβιετικῶν προτάσεων. Οἱ Δυτικοὶ ἀντιπρόσωποι ἐπιμένουν ὅτι αἱ προτάσεις ἐπιβάλλεται νὰ ἐξετασθοῦν μετὰ προσοχῆς καὶ καλοῦν τὴν Οὐάσιγκτων νὰ διατυπώσῃ νέας προτάσεις. Ὁ κ. Ἥτερ δὲν παρευρέθη εἰς τὴν σημερινὴν συνεδρίασιν. Ἐπίσης ἀνεκοινώθη ὅτι αἱ διαπραγματεύσεις θὰ συνεχισθοῦν καὶ κατὰ τὰς προσεχεῖς ἡμέρας ὑπὸ τὴν προεδρίαν τοῦ Γάλλου ἀντιπροσώπου. Ὁ Ρῶσος ἀντιπρόσωπος ὑπεστήριξεν ὅτι οἱ Δυτικοὶ ἐπιδιώκουν νὰ παρελκύσουν τὰς συζητήσεις ἐπ᾽ ἀόριστον.: [34, 268, 456, 403]
kishi-block: [469, 545, 1187, 1083]
east-germany-article: ΒΕΡΟΛΙΝΟΝ, 17. (Ρώυτερ). — Ἡ ἑβδόμη ἐπέτειος τῆς ἐξεγέρσεως τῶν ἐργατῶν τῆς Ἀνατολικῆς Γερμανίας παρῆλθεν ἠρέμως. Εἰς τὸ Δυτικὸν Βερολῖνον ἐπραγματοποιήθησαν ἐκδηλώσεις μνήμης τῶν θυμάτων.: [977, 1163, 1182, 1244]
kishi-sub-fascist: ΦΑΣΙΣΤΙΚΗ ΚΛΙΚΑ: [508, 798, 607, 811]
medical-kicker: ΟΥΔΕΜΙΑ ΑΥΞΗΣΙΣ ΕΙΣ ΤΟΥΣ ΙΑΤΡΟΥΣ ΤΩΝ ΤΑΜΕΙΩΝ: [102, 504, 388, 517]
kyros-article: Κατὰ τὴν χθεσινὴν συνεδρίασιν τῆς Νομισματικῆς Ἐπιτροπῆς ἀπεφασίσθη ἡ τροποποίησις τῶν διατάξεων περὶ χρηματοδοτήσεως τοῦ ἐξωτερικοῦ ἐμπορίου. Αἱ νέαι διατάξεις προβλέπουν διεύρυνσιν τῆς πιστοδοτήσεως τῶν εἰσαγωγέων καὶ ἐξαγωγέων, μείωσιν τῶν ἀπαιτουμένων προκαταβολῶν καὶ ἁπλούστευσιν τῶν διαδικασιῶν ἐγκρίσεως.: [475, 2058, 699, 2193]
blood-type-article-cont: Κατὰ τὴν χθεσινὴν συνεδρίασιν τοῦ Συμβουλίου ἀπεφασίσθη ἡ παράτασις τῆς προθεσμίας ὑποβολῆς προτάσεων διὰ τὰ διορθωτικὰ σχέδια πόλεως μέχρι τέλους τοῦ μηνός.: [40, 1516, 238, 1597]
market-headline: Η ΑΝΕΓΕΡΣΙΣ ΤΗΣ ΝΕΑΣ ΛΑΧΑΝΑΓΟΡΑΣ: [1223, 1625, 1351, 1650]
kishi-article-2: ΤΟΚΙΟ, 17. (Γαλλ. Πρακτ.). — Τριακόσιαι χιλιάδες διαδηλωταὶ ἀναμένεται νὰ συγκεντρωθοῦν αὔριον πρὸ τοῦ Κοινοβουλίου ἀξιοῦντες τὴν παραίτησιν τῆς Κυβερνήσεως. Αἱ συνδικαλιστικαὶ ὀργανώσεις ἀνεκοίνωσαν γενικὴν ἀπεργίαν. Ὁ πρωθυπουργὸς κ. Κίσι δηλοῖ ὅτι δὲν θὰ παραιτηθῇ. Σήμερον ἐσημειώθη ἀπόπειρα κατὰ τῆς ζωῆς σοσιαλιστοῦ ἡγέτου, ὁ ὁποῖος ἐτραυματίσθη ἐλαφρῶς. Ἡ ἀστυνομία ἐνίσχυσε τὰ μέτρα τάξεως εἰς ὅλην τὴν πρωτεύουσαν.: [654, 619, 822, 863]
banner-block: [469, 88, 1187, 275]
tokyo-article-2: Ἐν τῷ μεταξὺ σήμερον ἐπραγματοποιήθη συνάντησις μεταξὺ τοῦ πρωθυπουργοῦ κ. Κίσι καὶ τοῦ ἡγέτου τῶν σοσιαλιστῶν κ. Ἀσανοῦμα, ὁ ὁποῖος ἐζήτησε τὴν ἄμεσον διάλυσιν τῆς Βουλῆς καὶ τὴν προκήρυξιν ἐκλογῶν. Ὁ κ. Κίσι ἀπέρριψε τὸ αἴτημα δηλώσας ὅτι ἡ Κυβέρνησις θὰ παραμείνῃ μέχρι τῆς ἐπικυρώσεως τῆς Συνθήκης ἀσφαλείας.: [714, 373, 941, 494]
tokyo-article-columns: [469, 354, 1187, 536]
kyros-headline: Ο ΚΥΡΟΣ: [560, 2040, 614, 2055]
